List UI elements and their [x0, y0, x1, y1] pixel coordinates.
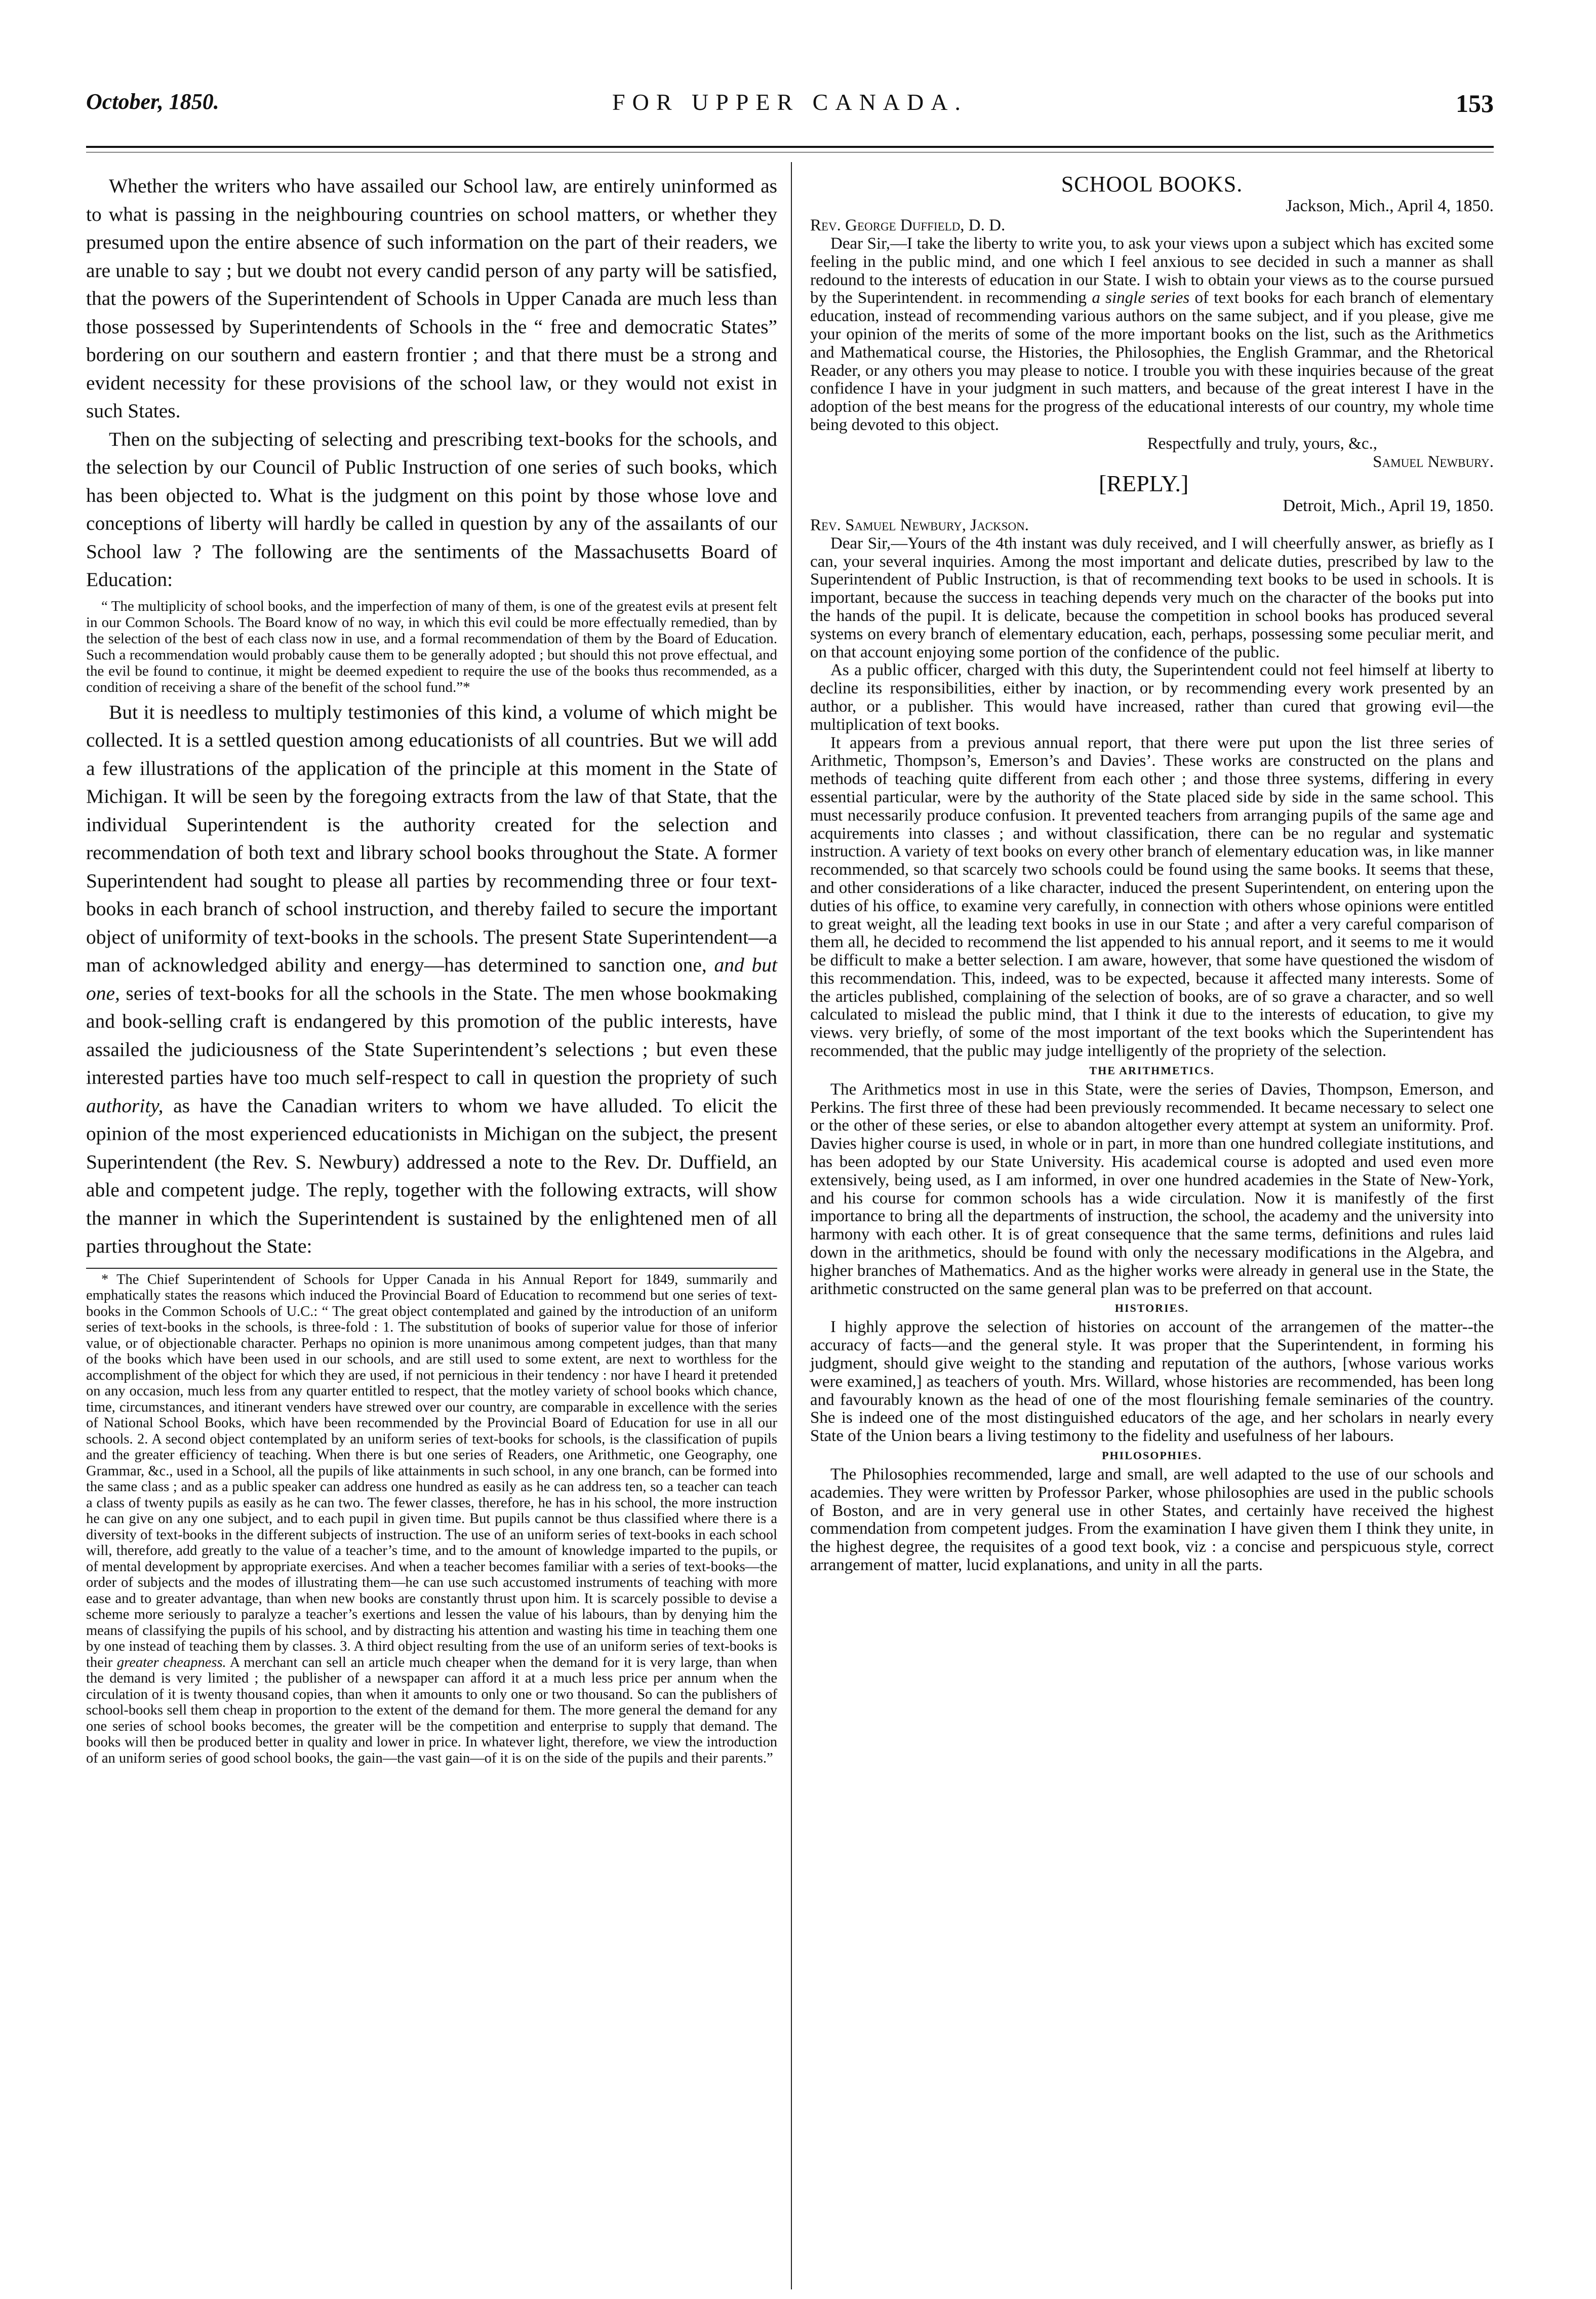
footnote-rule [86, 1268, 777, 1269]
michigan-emphasis-authority: authority, [86, 1094, 164, 1117]
paragraph-michigan [86, 698, 777, 1261]
paragraph-school-law: Whether the writers who have assailed our School law, are entirely uninformed as to what is passing in the neighbouring countries on school matters, or whether they presumed upon the entire absence of such information on the part of their readers, we are unable to say ; but we doubt not every candid person of any party will be satisfied, that the powers of the Superintendent of Schools in Upper Canada are much less than those possessed by Superintendents of Schools in the “ free and democratic States” bordering on our southern and eastern frontier ; and that there must be a strong and evident necessity for these provisions of the school law, or they would not exist in such States. [86, 175, 777, 422]
column-divider [791, 162, 792, 2289]
michigan-text-b: series of text-books for all the schools in the State. The men whose bookmaking and book-selling craft is endangered by this promotion of the public interests, have assailed the judiciousness of the State Superintendent’s selections ; but even these interested parties have too much self-respect to call in question the propriety of such [86, 982, 778, 1088]
letter1-body [810, 235, 1494, 435]
letter1-body-text-2: of text books for each branch of elementary education, instead of recommending various authors on the same subject, and if you please, give me your opinion of the merits of some of the more important books on the list, such as the Arithmetics and Mathematical course, the Histories, the Philosophies, the English Grammar, and the Rhetorical Reader, or any others you may please to notice. I trouble you with these inquiries because of the great confidence I have in your judgment in such matters, and because of the great interest I have in the adoption of the best means for the progress of the educational interests of our country, my whole time being devoted to this object. [810, 289, 1494, 434]
letter1-dateline: Jackson, Mich., April 4, 1850. [1286, 197, 1494, 215]
header-rule-thick [86, 146, 1494, 148]
masthead-title: FOR UPPER CANADA. [612, 89, 968, 115]
michigan-text-c: as have the Canadian writers to whom we have alluded. To elicit the opinion of the most experienced educationists in Michigan on the subject, the present Superintendent (the Rev. S. Newbury) addressed a note to the Rev. Dr. Duffield, an able and competent judge. The reply, together with the following extracts, will show the manner in which the Superintendent is sustained by the enlightened men of all parties throughout the State: [86, 1094, 778, 1257]
section-title: SCHOOL BOOKS. [1061, 172, 1243, 197]
page-number: 153 [1456, 89, 1494, 118]
letter2-paragraph-1: Dear Sir,—Yours of the 4th instant was duly received, and I will cheerfully answer, as briefly as I can, your several inquiries. Among the most important and delicate duties, prescribed by law to the Superintendent of Public Instruction, is that of recommending text books to be used in schools. It is important, because the success in teaching depends very much on the character of the books put into the hands of the pupil. It is delicate, because the competition in school books has produced several systems on every branch of elementary education, each, perhaps, possessing some peculiar merit, and on that account enjoying some portion of the confidence of the public. [810, 534, 1494, 661]
reply-heading: [REPLY.] [1099, 470, 1189, 496]
letter1-signature: Samuel Newbury. [1373, 452, 1494, 471]
letter1-closing: Respectfully and truly, yours, &c., [1147, 434, 1377, 453]
footnote-text: * The Chief Superintendent of Schools for Upper Canada in his Annual Report for 1849, summarily and emphatically states the reasons which induced the Provincial Board of Education to recommend but one series of text-books in the Common Schools of U.C.: “ The great object contemplated and gained by the introduction of an uniform series of text-books in the schools, is three-fold : 1. The substitution of books of superior value for those of inferior value, or of objectionable character. Perhaps no opinion is more unanimous among competent judges, than that many of the books which have been used in our schools, and are still used to some extent, are next to worthless for the accomplishment of the object for which they are used, if not pernicious in their tendency : nor have I heard it pretended on any occasion, much less from any quarter entitled to respect, that the motley variety of school books which chance, time, circumstances, and itinerant venders have strewed over our country, are comparable in excellence with the series of National School Books, which have been recommended by the Provincial Board of Education for use in all our schools. 2. A second object contemplated by an uniform series of text-books for schools, is the classification of pupils and the greater efficiency of teaching. When there is but one series of Readers, one Arithmetic, one Geography, one Grammar, &c., used in a School, all the pupils of like attainments in such school, in any one branch, can be formed into the same class ; and as a public speaker can address one hundred as easily as he can address ten, so a teacher can teach a class of twenty pupils as easily as he can two. The fewer classes, therefore, he has in his school, the more instruction he can give on any one subject, and to each pupil in given time. But pupils cannot be thus classified where there is a diversity of text-books in the different subjects of instruction. The use of an uniform series of text-books in each school will, therefore, add greatly to the value of a teacher’s time, and to the amount of knowledge imparted to the pupils, or of mental development by appropriate exercises. And when a teacher becomes familiar with a series of text-books—the order of subjects and the modes of illustrating them—he can use such accustomed instruments of teaching with more ease and to greater advantage, than when new books are constantly thrust upon him. It is scarcely possible to devise a scheme more seriously to paralyze a teacher’s exertions and lessen the value of his labours, than by denying him the means of classifying the pupils of his school, and by distracting his attention and wasting his time in teaching them one by one instead of teaching them by classes. 3. A third object resulting from the use of an uniform series of text-books is their [86, 1271, 777, 1670]
histories-paragraph: I highly approve the selection of histories on account of the arrangemen of the matter--the accuracy of facts—and the general style. It was proper that the Superintendent, in forming his judgment, should give weight to the standing and reputation of the authors, [whose various works were examined,] as teachers of youth. Mrs. Willard, whose histories are recommended, has been long and favourably known as the head of one of the most flourishing female seminaries of the country. She is indeed one of the most distinguished educators of the age, and her scholars in nearly every State of the Union bears a living testimony to the fidelity and usefulness of her labours. [810, 1318, 1494, 1446]
footnote-text-end: A merchant can sell an article much cheaper when the demand for it is very large, than when the demand is very limited ; the publisher of a newspaper can afford it at a much less price per annum when the circulation of it is twenty thousand copies, than when it amounts to only one or two thousand. So can the publishers of school-books sell them cheap in proportion to the extent of the demand for them. The more general the demand for any one series of school books becomes, the greater will be the competition and enterprise to supply that demand. The books will then be produced better in quality and lower in price. In whatever light, therefore, we view the introduction of an uniform series of good school books, the gain—the vast gain—of it is on the side of the pupils and their parents.” [86, 1654, 778, 1766]
letter1-body-text: Dear Sir,—I take the liberty to write you, to ask your views upon a subject which has excited some feeling in the public mind, and one which I feel anxious to see decided in such a manner as shall redound to the interests of education in our State. I wish to obtain your views as to the course pursued by the Superintendent. in recommending [810, 235, 1494, 307]
michigan-text-a: But it is needless to multiply testimonies of this kind, a volume of which might be collected. It is a settled question among educationists of all countries. But we will add a few illustrations of the application of the principle at this moment in the State of Michigan. It will be seen by the foregoing extracts from the law of that State, that the individual Superintendent is the authority created for the selection and recommendation of both text and library school books throughout the State. A former Superintendent had sought to please all parties by recommending three or four text-books in each branch of school instruction, and thereby failed to secure the important object of uniformity of text-books in the schools. The present State Superintendent—a man of acknowledged ability and energy—has determined to sanction one, [86, 700, 777, 976]
paragraph-text-books: Then on the subjecting of selecting and prescribing text-books for the schools, and the selection by our Council of Public Instruction of one series of such books, which has been objected to. What is the judgment on this point by those whose love and conceptions of liberty will hardly be called in question by any of the assailants of our School law ? The following are the sentiments of the Massachusetts Board of Education: [86, 427, 777, 591]
running-header [86, 89, 1494, 124]
right-column [810, 172, 1494, 1575]
letter2-paragraph-2: As a public officer, charged with this duty, the Superintendent could not feel himself at liberty to decline its responsibilities, either by inaction, or by recommending every work presented by an author, or a publisher. This would have increased, rather than cured that growing evil—the multiplication of text books. [810, 661, 1494, 734]
subheading-histories: HISTORIES. [1114, 1302, 1189, 1315]
michigan-emphasis-one: and but one, [86, 954, 777, 1004]
footnote-emphasis: greater cheapness. [116, 1654, 226, 1670]
subheading-philosophies: PHILOSOPHIES. [1102, 1449, 1202, 1462]
philosophies-paragraph: The Philosophies recommended, large and small, are well adapted to the use of our schools and academies. They were written by Professor Parker, whose philosophies are used in the public schools of Boston, and are in very general use in other States, and certainly have received the highest commendation from competent judges. From the examination I have given them I think they unite, in the highest degree, the requisites of a good text book, viz : a concise and perspicuous style, correct arrangement of matter, lucid explanations, and unity in all the parts. [810, 1465, 1494, 1574]
massachusetts-quote: “ The multiplicity of school books, and the imperfection of many of them, is one of the greatest evils at present felt in our Common Schools. The Board know of no way, in which this evil could be more effectually remedied, than by the selection of the best of each class now in use, and a formal recommendation of them by the Board of Education. Such a recommendation would probably cause them to be generally adopted ; but should this not prove effectual, and the evil be found to continue, it might be deemed expedient to require the use of the books thus recommended, as a condition of receiving a share of the benefit of the school fund.”* [86, 598, 777, 695]
arithmetics-paragraph: The Arithmetics most in use in this State, were the series of Davies, Thompson, Emerson, and Perkins. The first three of these had been previously recommended. It became necessary to select one or the other of these series, or else to abandon altogether every attempt at system an uniformity. Prof. Davies higher course is used, in whole or in part, in more than one hundred collegiate institutions, and has been adopted by our State University. His academical course is adopted and used even more extensively, being used, as I am informed, in over one hundred academies in the State of New-York, and his course for common schools has a wide circulation. Now it is manifestly of the first importance to bring all the departments of instruction, the school, the academy and the university into harmony with each other. It is of great consequence that the same terms, definitions and rules laid down in the arithmetics, should be found with only the necessary modifications in the Algebra, and higher branches of Mathematics. And as the higher works were already in general use in the State, the arithmetic constructed on the same general plan was to be preferred on that account. [810, 1080, 1494, 1298]
letter1-addressee: Rev. George Duffield, D. D. [810, 216, 1006, 235]
letter2-dateline: Detroit, Mich., April 19, 1850. [1283, 496, 1494, 515]
subheading-arithmetics: THE ARITHMETICS. [1089, 1064, 1215, 1077]
left-column [86, 172, 777, 1766]
letter2-paragraph-3: It appears from a previous annual report, that there were put upon the list three series of Arithmetic, Thompson’s, Emerson’s and Davies’. These works are constructed on the plans and methods of teaching quite different from each other ; and those three systems, differing in every essential particular, were by the authority of the State placed side by side in the same school. This must necessarily produce confusion. It prevented teachers from arranging pupils of the same age and acquirements into classes ; and without classification, there can be no regular and systematic instruction. A variety of text books on every other branch of elementary education was, in like manner recommended, so that scarcely two schools could be found using the same books. It seems that these, and other considerations of a like character, induced the present Superintendent, on entering upon the duties of his office, to examine very carefully, in connection with others whose opinions were entitled to great weight, all the leading text books in use in our State ; and after a very careful comparison of them all, he decided to recommend the list appended to his annual report, and it seems to me it would be difficult to make a better selection. I am aware, however, that some have questioned the wisdom of this recommendation. This, indeed, was to be expected, because it affected many interests. Some of the articles published, complaining of the selection of books, are of so grave a character, and so well calculated to mislead the public mind, that I think it due to the interests of education, to give my views. very briefly, of some of the most important of the text books which the Superintendent has recommended, that the public may judge intelligently of the propriety of the selection. [810, 733, 1494, 1061]
issue-date: October, 1850. [86, 89, 219, 114]
letter2-addressee: Rev. Samuel Newbury, Jackson. [810, 516, 1029, 534]
footnote [86, 1272, 777, 1767]
letter1-emphasis: a single series [1092, 289, 1190, 307]
